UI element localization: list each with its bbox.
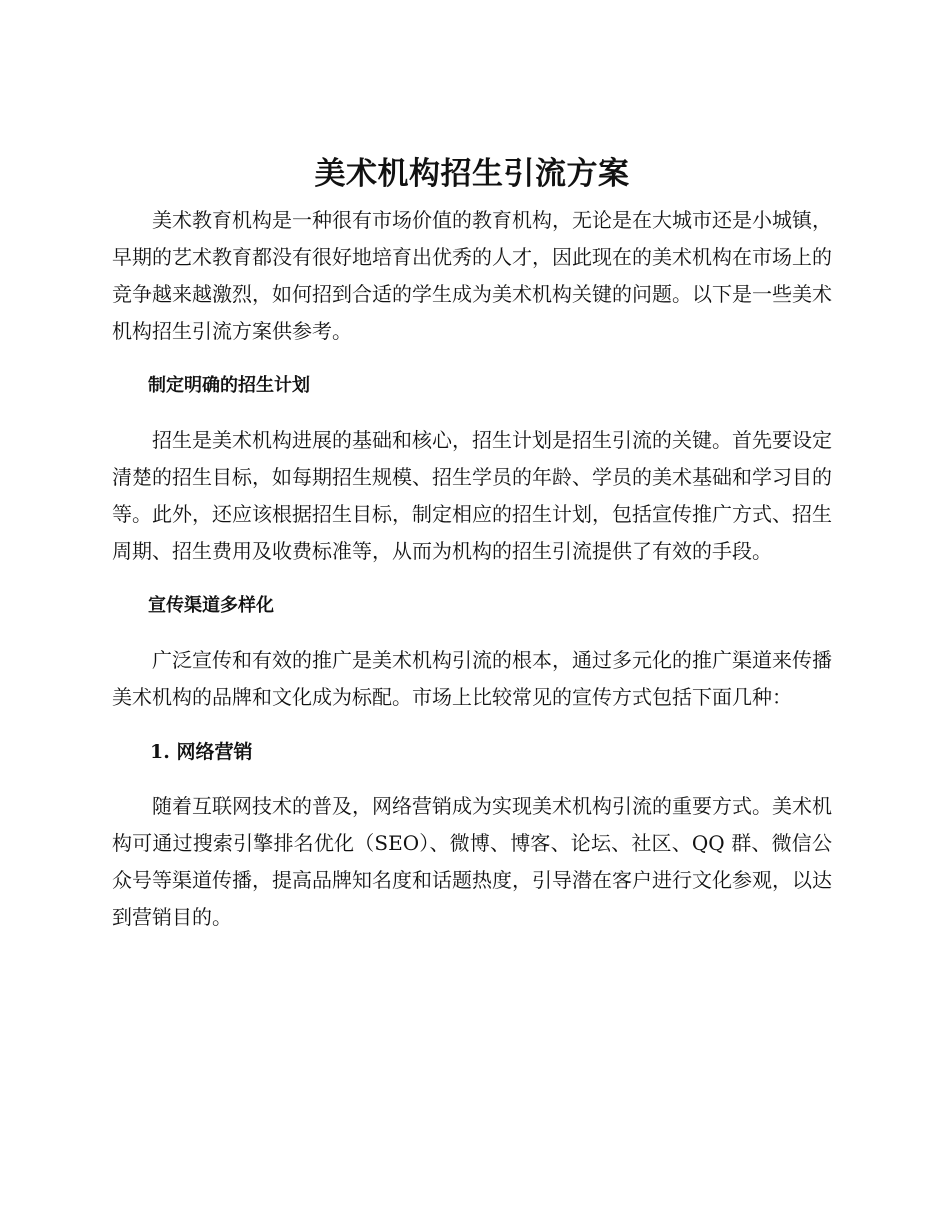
section-heading-enrollment-plan: 制定明确的招生计划 <box>148 375 310 396</box>
section-heading-online-marketing: 1. 网络营销 <box>150 741 253 763</box>
section-body-enrollment-plan: 招生是美术机构进展的基础和核心，招生计划是招生引流的关键。首先要设定清楚的招生目标，如每期招生规模、招生学员的年龄、学员的美术基础和学习目的等。此外，还应该根据招生目标，制定相应的招生计划，包括宣传推广方式、招生周期、招生费用及收费标准等，从而为机构的招生引流提供了有效的手段。 <box>112 428 832 563</box>
document-title: 美术机构招生引流方案 <box>314 156 630 192</box>
document-page <box>112 148 832 936</box>
section-body-online-marketing: 随着互联网技术的普及，网络营销成为实现美术机构引流的重要方式。美术机构可通过搜索引擎排名优化（SEO）、微博、博客、论坛、社区、QQ 群、微信公众号等渠道传播，提高品牌知名度和话题热度，引导潜在客户进行文化参观，以达到营销目的。 <box>112 794 832 929</box>
section-body-promotion-channels: 广泛宣传和有效的推广是美术机构引流的根本，通过多元化的推广渠道来传播美术机构的品牌和文化成为标配。市场上比较常见的宣传方式包括下面几种： <box>112 648 832 709</box>
intro-paragraph: 美术教育机构是一种很有市场价值的教育机构，无论是在大城市还是小城镇，早期的艺术教育都没有很好地培育出优秀的人才，因此现在的美术机构在市场上的竞争越来越激烈，如何招到合适的学生成为美术机构关键的问题。以下是一些美术机构招生引流方案供参考。 <box>112 208 832 343</box>
section-heading-promotion-channels: 宣传渠道多样化 <box>148 595 274 616</box>
